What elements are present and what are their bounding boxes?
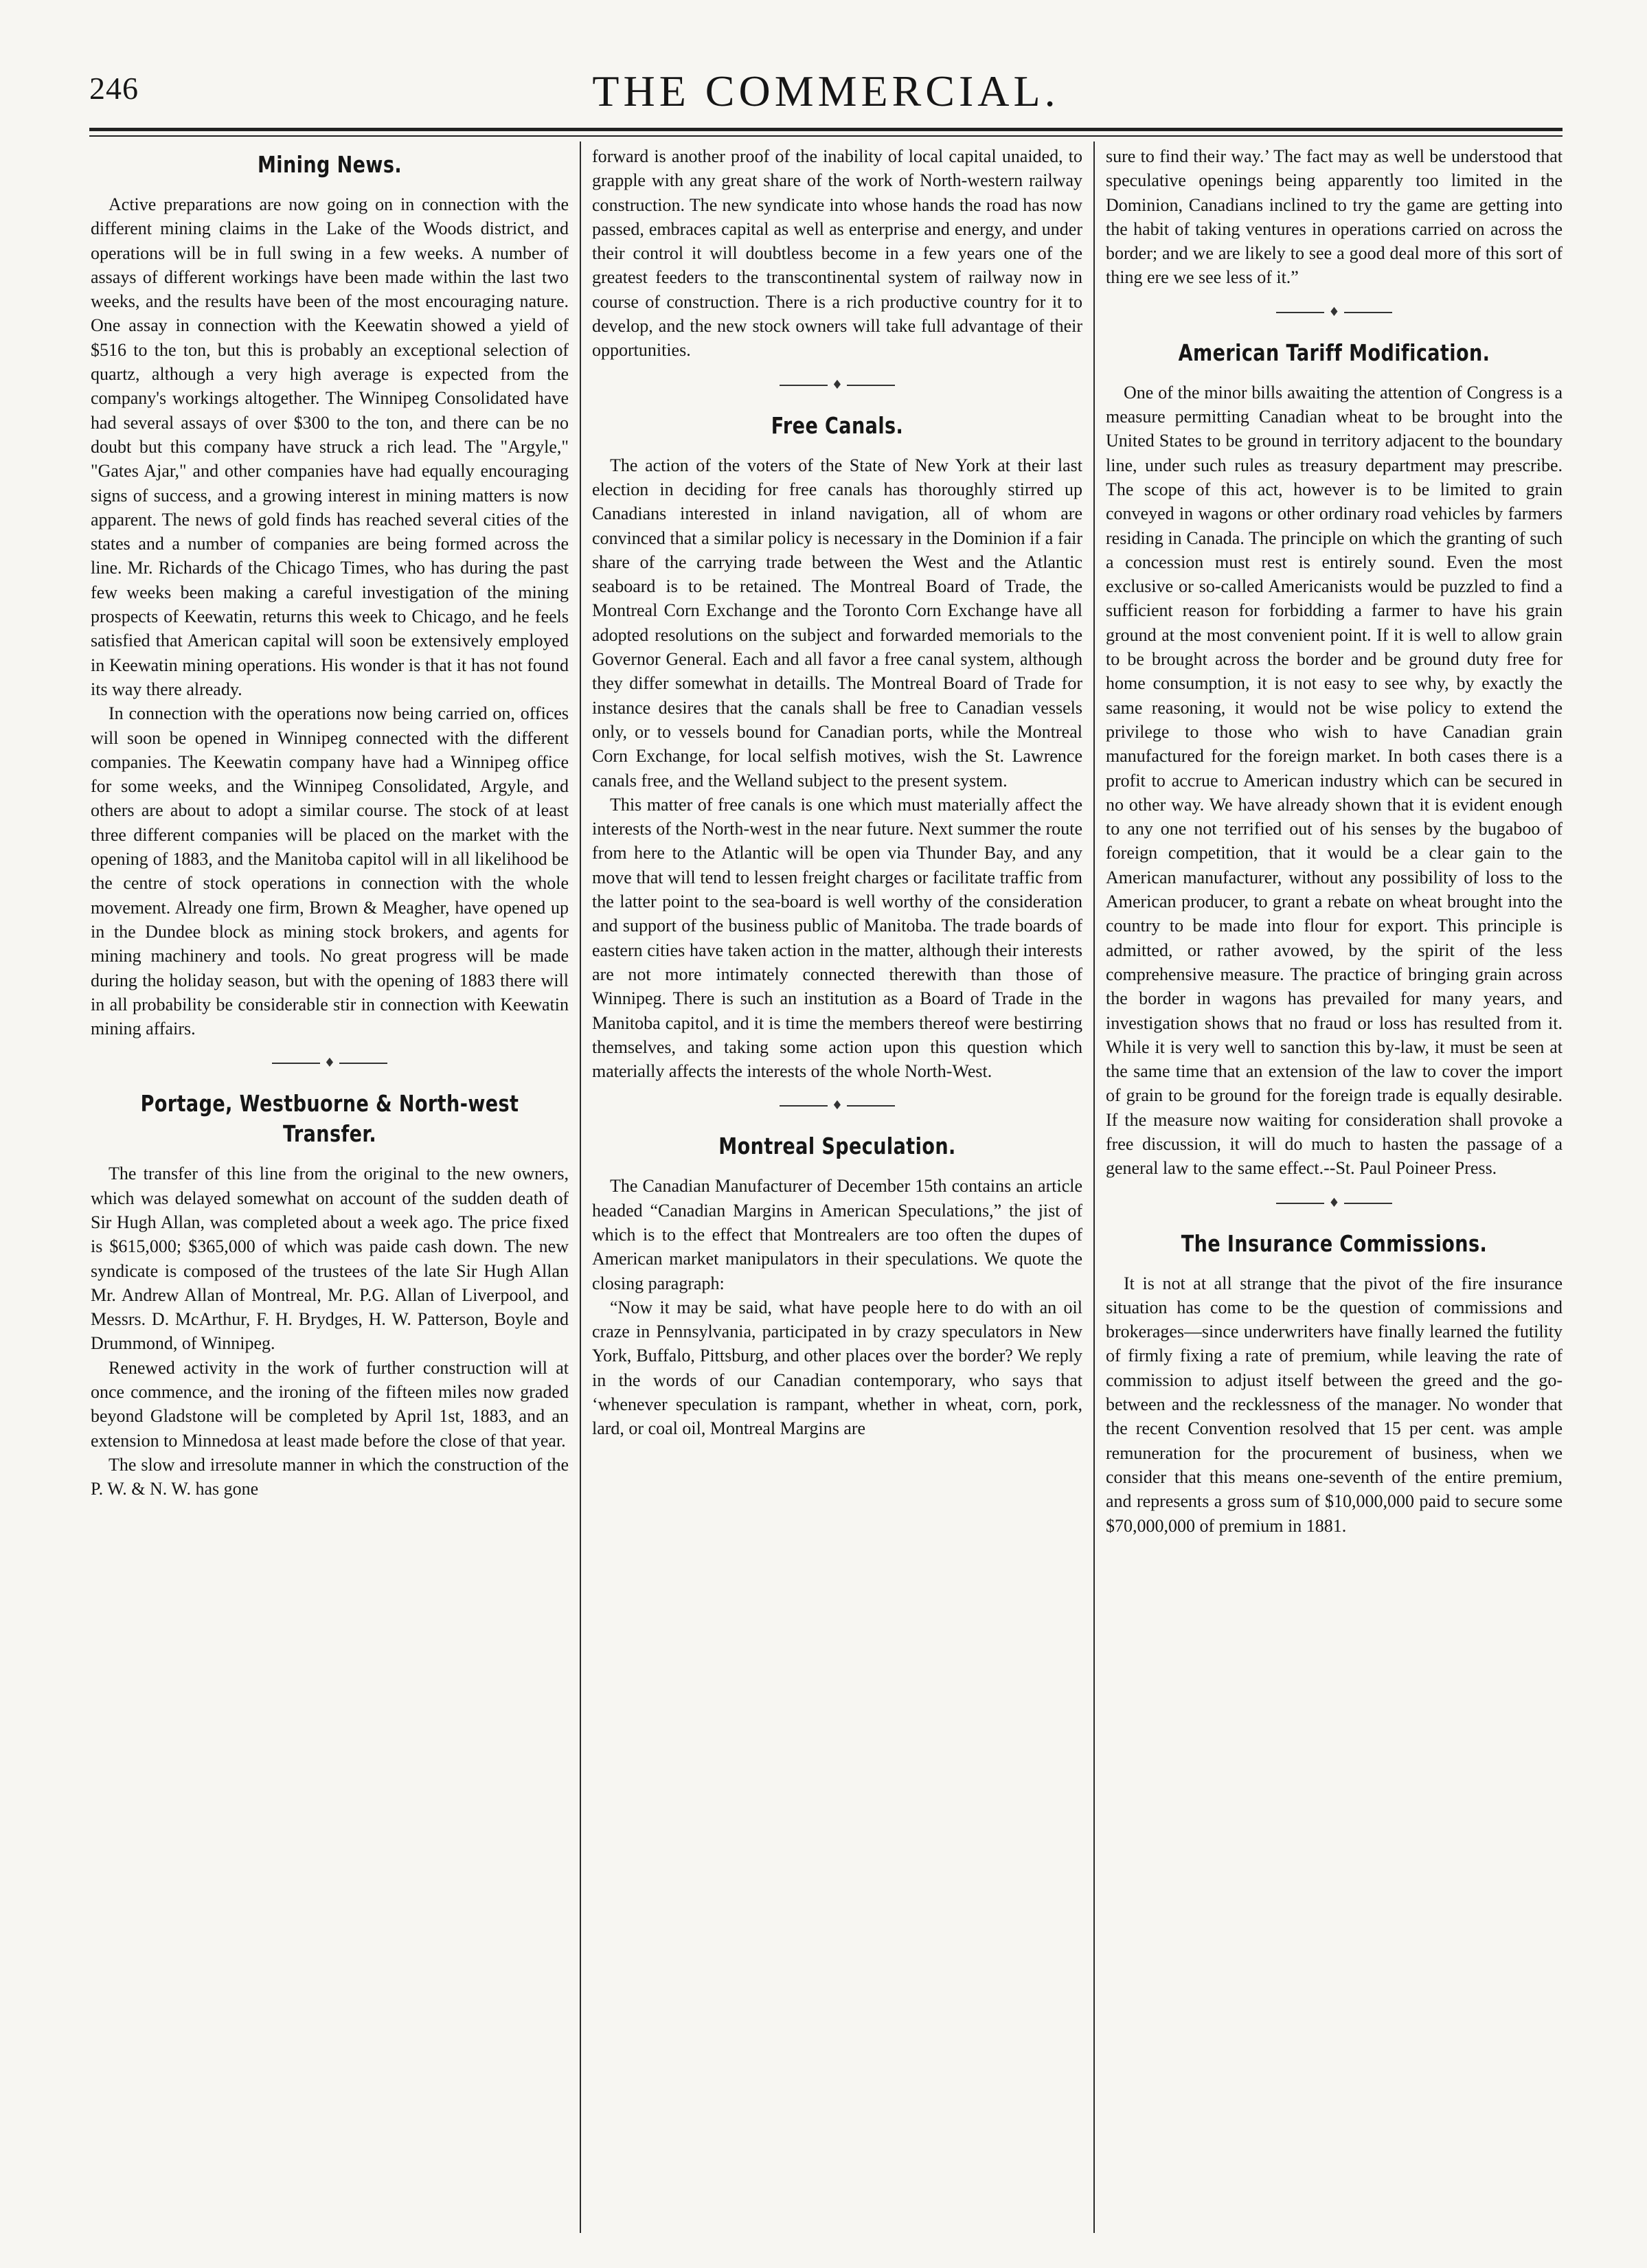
- article-paragraph: “Now it may be said, what have people here to do with an oil craze in Pennsylvania, participated in by crazy speculators in New York, Buffalo, Pittsburg, and other places over the border? We reply in the words of our Canadian contemporary, who says that ‘whenever speculation is rampant, whether in wheat, corn, pork, lard, or coal oil, Montreal Margins are: [592, 1297, 1082, 1439]
- article-paragraph: The Canadian Manufacturer of December 15th contains an article headed “Canadian Margins in American Speculations,” the jist of which is to the effect that Montrealers are too often the dupes of American market manipulators in their speculations. We quote the closing paragraph:: [592, 1176, 1082, 1293]
- diamond-ornament-icon: ♦: [1328, 304, 1340, 319]
- column-rule: [1093, 141, 1095, 2233]
- diamond-ornament-icon: ♦: [831, 1098, 843, 1113]
- article-title-portage-transfer: Portage, Westbuorne & North-west Transfer.: [140, 1090, 519, 1148]
- section-divider: [1106, 301, 1563, 324]
- article-title-mining-news: Mining News.: [257, 151, 402, 178]
- article-paragraph: The slow and irresolute manner in which the construction of the P. W. & N. W. has gone: [91, 1454, 569, 1499]
- section-divider: [91, 1052, 569, 1075]
- page-number: 246: [89, 71, 139, 106]
- article-title-free-canals: Free Canals.: [771, 411, 904, 439]
- article-paragraph: Active preparations are now going on in connection with the different mining claims in the Lake of the Woods district, and operations will be in full swing in a few weeks. A number of assays of different workings have been made within the last two weeks, and the results have been of the most encouraging nature. One assay in connection with the Keewatin showed a yield of $516 to the ton, but this is probably an exceptional selection of quartz, although a very high average is expected from the company's workings altogether. The Winnipeg Consolidated have had several assays of over $300 to the ton, and there can be no doubt but this company have struck a rich lead. The "Argyle," "Gates Ajar," and other companies have had equally encouraging signs of success, and a growing interest in mining matters is now apparent. The news of gold finds has reached several cities of the states and a number of companies are being formed across the line. Mr. Richards of the Chicago Times, who has during the past few weeks been making a careful investigation of the mining prospects of Keewatin, returns this week to Chicago, and he feels satisfied that American capital will soon be extensively employed in Keewatin mining operations. His wonder is that it has not found its way there already.: [91, 194, 569, 699]
- article-paragraph: forward is another proof of the inability of local capital unaided, to grapple with any great share of the work of North-western railway construction. The new syndicate into whose hands the road has now passed, embraces capital as well as enterprise and energy, and under their control it will doubtless become in a few years one of the greatest feeders to the transcontinental system of railway now in course of construction. There is a rich productive country for it to develop, and the new stock owners will take full advantage of their opportunities.: [592, 146, 1082, 361]
- column-2: [592, 144, 1082, 2232]
- article-title-montreal-speculation: Montreal Speculation.: [718, 1133, 956, 1160]
- article-paragraph: The transfer of this line from the original to the new owners, which was delayed somewhat on account of the sudden death of Sir Hugh Allan, was completed about a week ago. The price fixed is $615,000; $365,000 of which was paide cash down. The new syndicate is composed of the trustees of the late Sir Hugh Allan Mr. Andrew Allan of Montreal, Mr. P.G. Allan of Liverpool, and Messrs. D. McArthur, F. H. Brydges, H. W. Patterson, Boyle and Drummond, of Winnipeg.: [91, 1164, 569, 1354]
- article-title-american-tariff: American Tariff Modification.: [1178, 339, 1490, 366]
- diamond-ornament-icon: ♦: [831, 377, 843, 392]
- article-paragraph: One of the minor bills awaiting the attention of Congress is a measure permitting Canadian wheat to be brought into the United States to be ground in territory adjacent to the boundary line, under such rules as treasury department may prescribe. The scope of this act, however is to be limited to grain conveyed in wagons or other ordinary road vehicles by farmers residing in Canada. The principle on which the granting of such a concession must rest is entirely sound. Even the most exclusive or so-called Americanists would be puzzled to find a sufficient reason for forbidding a farmer to have his grain ground at the most convenient point. If it is well to allow grain to be brought across the border and be ground duty free for home consumption, it is not easy to see why, by exactly the same reasoning, it would not be wise policy to extend the privilege to those who wish to have Canadian grain manufactured for the foreign market. In both cases there is a profit to accrue to American industry which can be secured in no other way. We have already shown that it is evident enough to any one not terrified out of his senses by the bugaboo of foreign competition, that it would be a clear gain to the American manufacturer, without any possibility of loss to the American producer, to grant a rebate on wheat brought into the country to be made into flour for export. This principle is admitted, or rather avowed, by the spirit of the less comprehensive measure. The practice of bringing grain across the border in wagons has prevailed for many years, and investigation shows that no fraud or loss has resulted from it. While it is very well to sanction this by-law, it must be seen at the same time that an extension of the law to cover the import of grain to be ground for the foreign trade is equally desirable. If the measure now waiting for consideration shall provoke a free discussion, it will do much to hasten the passage of a general law to the same effect.--St. Paul Poineer Press.: [1106, 382, 1563, 1179]
- header-rule: [89, 128, 1563, 137]
- diamond-ornament-icon: ♦: [1328, 1195, 1340, 1210]
- section-divider: [1106, 1192, 1563, 1215]
- publication-title: THE COMMERCIAL.: [592, 67, 1060, 115]
- section-divider: [592, 1094, 1082, 1118]
- column-3: [1106, 144, 1563, 2232]
- column-1: [91, 144, 569, 2232]
- article-paragraph: Renewed activity in the work of further construction will at once commence, and the ironing of the fifteen miles now graded beyond Gladstone will be completed by April 1st, 1883, and an extension to Minnedosa at least made before the close of that year.: [91, 1357, 569, 1451]
- section-divider: [592, 374, 1082, 397]
- article-paragraph: sure to find their way.’ The fact may as well be understood that speculative openings being apparently too limited in the Dominion, Canadians inclined to try the game are getting into the habit of taking ventures in operations carried on across the border; and we are likely to see a good deal more of this sort of thing ere we see less of it.”: [1106, 146, 1563, 288]
- article-title-insurance-commissions: The Insurance Commissions.: [1181, 1229, 1488, 1257]
- article-paragraph: The action of the voters of the State of New York at their last election in deciding for free canals has thoroughly stirred up Canadians interested in inland navigation, all of whom are convinced that a similar policy is necessary in the Dominion if a fair share of the carrying trade between the West and the Atlantic seaboard is to be retained. The Montreal Board of Trade, the Montreal Corn Exchange and the Toronto Corn Exchange have all adopted resolutions on the subject and forwarded memorials to the Governor General. Each and all favor a free canal system, although they differ somewhat in detaills. The Montreal Board of Trade for instance desires that the canals shall be free to Canadian vessels only, or to vessels bound for Canadian ports, while the Montreal Corn Exchange, for local selfish motives, wish the St. Lawrence canals free, and the Welland subject to the present system.: [592, 455, 1082, 791]
- masthead: [89, 66, 1563, 129]
- article-paragraph: In connection with the operations now being carried on, offices will soon be opened in Winnipeg connected with the different companies. The Keewatin company have had a Winnipeg office for some weeks, and the Winnipeg Consolidated, Argyle, and others are about to adopt a similar course. The stock of at least three different companies will be placed on the market with the opening of 1883, and the Manitoba capitol will in all likelihood be the centre of stock operations in connection with the whole movement. Already one firm, Brown & Meagher, have opened up in the Dundee block as mining stock brokers, and agents for mining machinery and tools. No great progress will be made during the holiday season, but with the opening of 1883 there will in all probability be considerable stir in connection with Keewatin mining affairs.: [91, 703, 569, 1039]
- article-paragraph: This matter of free canals is one which must materially affect the interests of the North-west in the near future. Next summer the route from here to the Atlantic will be open via Thunder Bay, and any move that will tend to lessen freight charges or facilitate traffic from the latter point to the sea-board is well worthy of the consideration and support of the business public of Manitoba. The trade boards of eastern cities have taken action in the matter, although their interests are not more intimately connected therewith than those of Winnipeg. There is such an institution as a Board of Trade in the Manitoba capitol, and it is time the members thereof were bestirring themselves, and taking some action upon this question which materially affects the interests of the whole North-West.: [592, 794, 1082, 1082]
- column-rule: [580, 141, 581, 2233]
- diamond-ornament-icon: ♦: [323, 1056, 336, 1071]
- article-paragraph: It is not at all strange that the pivot of the fire insurance situation has come to be the question of commissions and brokerages—since underwriters have finally learned the futility of firmly fixing a rate of premium, while leaving the rate of commission to adjust itself between the greed and the go-between and the recklessness of the manager. No wonder that the recent Convention resolved that 15 per cent. was ample remuneration for the procurement of business, when we consider that this means one-seventh of the entire premium, and represents a gross sum of $10,000,000 paid to secure some $70,000,000 of premium in 1881.: [1106, 1273, 1563, 1536]
